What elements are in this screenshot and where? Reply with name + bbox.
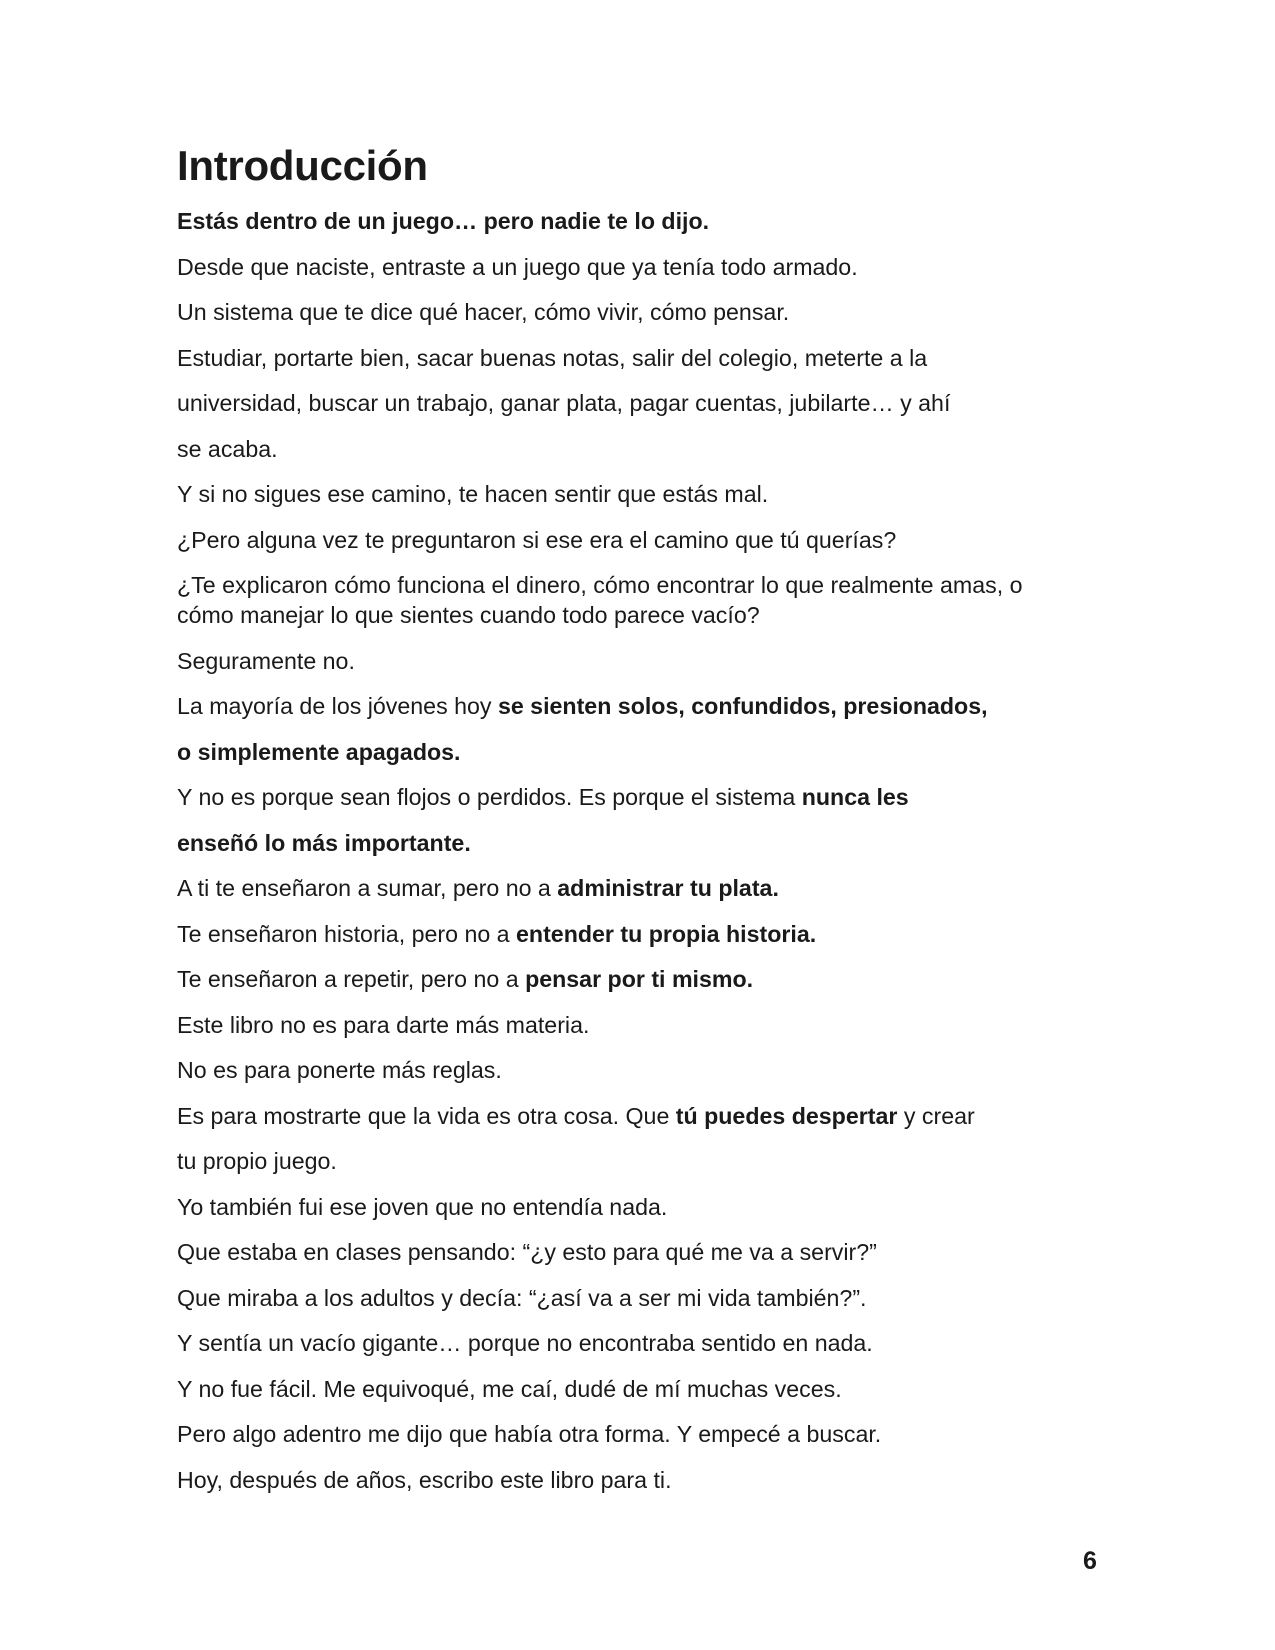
text-line: [177, 919, 1107, 949]
text-run: ¿Pero alguna vez te preguntaron si ese era el camino que tú querías?: [177, 526, 897, 553]
text-line: [177, 646, 1107, 676]
text-line: [177, 873, 1107, 903]
bold-text: pensar por ti mismo.: [525, 966, 754, 992]
document-page: [177, 140, 1107, 1495]
text-run: Te enseñaron a repetir, pero no a: [177, 966, 526, 992]
text-run: universidad, buscar un trabajo, ganar plata, pagar cuentas, jubilarte… y ahí: [177, 390, 951, 416]
text-run: Un sistema que te dice qué hacer, cómo vivir, cómo pensar.: [177, 299, 790, 325]
text-run: ¿Te explicaron cómo funciona el dinero, cómo encontrar lo que realmente amas, o: [177, 572, 1023, 598]
text-line: [177, 1283, 1107, 1313]
text-line: [177, 600, 1107, 630]
text-run: Y si no sigues ese camino, te hacen sentir que estás mal.: [177, 481, 769, 507]
bold-text: nunca les: [801, 784, 909, 810]
text-line: [177, 343, 1107, 373]
text-run: se acaba.: [177, 435, 278, 462]
text-run: Estudiar, portarte bien, sacar buenas notas, salir del colegio, meterte a la: [177, 344, 928, 371]
page-number: 6: [1083, 1547, 1097, 1575]
text-line: [177, 1419, 1107, 1449]
text-line: [177, 479, 1107, 509]
text-run: Y no es porque sean flojos o perdidos. Es porque el sistema: [177, 784, 802, 810]
text-line: [177, 964, 1107, 994]
text-line: [177, 828, 1107, 858]
text-run: Pero algo adentro me dijo que había otra forma. Y empecé a buscar.: [177, 1421, 882, 1447]
bold-text: o simplemente apagados.: [177, 738, 461, 765]
bold-text: administrar tu plata.: [557, 875, 779, 901]
text-run: Este libro no es para darte más materia.: [177, 1011, 590, 1038]
text-run: Hoy, después de años, escribo este libro para ti.: [177, 1466, 672, 1493]
text-line: [177, 1192, 1107, 1222]
text-run: Y sentía un vacío gigante… porque no encontraba sentido en nada.: [177, 1330, 873, 1356]
text-run: cómo manejar lo que sientes cuando todo parece vacío?: [177, 602, 760, 628]
bold-text: enseñó lo más importante.: [177, 829, 471, 856]
text-line: [177, 1328, 1107, 1358]
text-line: [177, 388, 1107, 418]
text-run: A ti te enseñaron a sumar, pero no a: [177, 875, 558, 901]
text-run: Yo también fui ese joven que no entendía nada.: [177, 1193, 668, 1220]
text-run: Y no fue fácil. Me equivoqué, me caí, dudé de mí muchas veces.: [177, 1375, 842, 1402]
bold-text: tú puedes despertar: [675, 1102, 898, 1129]
text-run: Es para mostrarte que la vida es otra cosa. Que: [177, 1102, 676, 1129]
chapter-title: Introducción: [177, 142, 428, 189]
text-run: tu propio juego.: [177, 1148, 337, 1174]
text-run: y crear: [897, 1102, 975, 1129]
bold-text: Estás dentro de un juego… pero nadie te lo dijo.: [177, 208, 710, 234]
text-run: No es para ponerte más reglas.: [177, 1057, 502, 1083]
text-line: [177, 1146, 1107, 1176]
text-run: Que miraba a los adultos y decía: “¿así va a ser mi vida también?”.: [177, 1284, 867, 1311]
text-line: [177, 1465, 1107, 1495]
text-line: [177, 297, 1107, 327]
text-line: [177, 1237, 1107, 1267]
text-line: [177, 252, 1107, 282]
text-line: [177, 737, 1107, 767]
text-run: Te enseñaron historia, pero no a: [177, 920, 517, 947]
text-run: Desde que naciste, entraste a un juego que ya tenía todo armado.: [177, 253, 858, 280]
bold-text: entender tu propia historia.: [516, 920, 817, 947]
text-line: [177, 1055, 1107, 1085]
bold-text: se sienten solos, confundidos, presionados,: [497, 693, 988, 719]
body-text: [177, 206, 1107, 1495]
text-line: [177, 434, 1107, 464]
text-line: [177, 782, 1107, 812]
text-run: La mayoría de los jóvenes hoy: [177, 693, 498, 719]
text-run: Seguramente no.: [177, 647, 355, 674]
text-line: [177, 1010, 1107, 1040]
text-run: Que estaba en clases pensando: “¿y esto para qué me va a servir?”: [177, 1239, 877, 1265]
text-line: [177, 1101, 1107, 1131]
text-line: [177, 1374, 1107, 1404]
text-line: [177, 206, 1107, 236]
text-line: [177, 570, 1107, 600]
text-line: [177, 525, 1107, 555]
text-line: [177, 691, 1107, 721]
